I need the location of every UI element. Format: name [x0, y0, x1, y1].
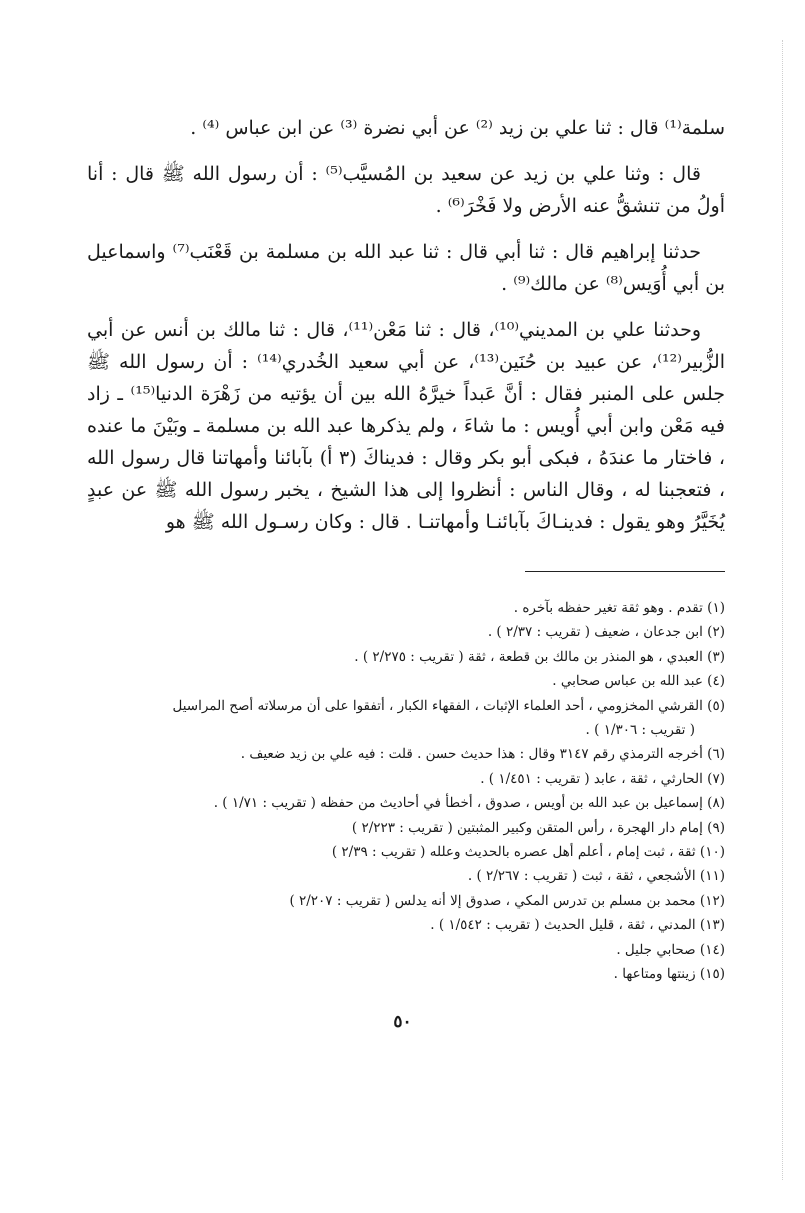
footnote-number: (٤)	[707, 673, 725, 690]
page-number: ٥٠	[393, 1012, 412, 1032]
footnote-14	[85, 938, 725, 962]
footnote-text: صحابي جليل .	[616, 941, 696, 958]
footnote-separator	[525, 571, 725, 572]
paragraph-3: حدثنا إبراهيم قال : ثنا أبي قال : ثنا عبد الله بن مسلمة بن قَعْنَب⁽⁷⁾ واسماعيل بن أبي أُوَيس⁽⁸⁾ عن مالك⁽⁹⁾ .	[87, 241, 725, 295]
footnote-3	[85, 645, 725, 669]
footnote-7	[85, 767, 725, 791]
footnote-number: (١١)	[699, 868, 725, 885]
footnote-2	[85, 620, 725, 644]
footnote-text: إمام دار الهجرة ، رأس المتقن وكبير المثبتين ( تقريب : ٢/٢٢٣ )	[351, 819, 703, 836]
paragraph-4: وحدثنا علي بن المديني⁽¹⁰⁾، قال : ثنا مَعْن⁽¹¹⁾، قال : ثنا مالك بن أنس عن أبي الزُّبير⁽¹²⁾، عن عبيد بن حُنَين⁽¹³⁾، عن أبي سعيد الخُدري⁽¹⁴⁾ : أن رسول الله ﷺ جلس على المنبر فقال : أنَّ عَبداً خيرَّهُ الله بين أن يؤتيه من زَهْرَة الدنيا⁽¹⁵⁾ ـ زاد فيه مَعْن وابن أبي أُويس : ما شاءَ ، ولم يذكرها عبد الله بن مسلمة ـ وبَيْنَ ما عنده ، فاختار ما عندَهُ ، فبكى أبو بكر وقال : فديناكَ (٣ أ) بآبائنا وأمهاتنا قال رسول الله ، فتعجبنا له ، وقال الناس : أنظروا إلى هذا الشيخ ، يخبر رسول الله ﷺ عن عبدٍ يُخَيَّرُ وهو يقول : فدينـاكَ بآبائنـا وأمهاتنـا . قال : وكان رسـول الله ﷺ هو	[87, 319, 725, 533]
footnote-text: زينتها ومتاعها .	[613, 966, 696, 983]
footnote-text: ثقة ، ثبت إمام ، أعلم أهل عصره بالحديث وعلله ( تقريب : ٢/٣٩ )	[331, 844, 696, 861]
footnote-text: إسماعيل بن عبد الله بن أويس ، صدوق ، أخطأ في أحاديث من حفظه ( تقريب : ١/٧١ ) .	[213, 795, 703, 812]
footnotes-list	[85, 596, 725, 987]
footnote-text: القرشي المخزومي ، أحد العلماء الإثبات ، الفقهاء الكبار ، أتفقوا على أن مرسلاته أصح المراسيل	[172, 697, 703, 714]
footnote-8	[85, 791, 725, 815]
footnote-text: الحارثي ، ثقة ، عابد ( تقريب : ١/٤٥١ ) .	[480, 770, 703, 787]
footnote-continuation: ( تقريب : ١/٣٠٦ ) .	[585, 722, 695, 739]
footnote-6	[85, 742, 725, 766]
footnote-text: عبد الله بن عباس صحابي .	[552, 673, 703, 690]
footnote-5	[85, 694, 725, 743]
footnote-number: (٥)	[707, 697, 725, 714]
footnote-number: (١٤)	[699, 941, 725, 958]
footnote-text: محمد بن مسلم بن تدرس المكي ، صدوق إلا أنه يدلس ( تقريب : ٢/٢٠٧ )	[289, 892, 696, 909]
footnote-number: (٨)	[707, 795, 725, 812]
footnote-number: (١)	[707, 600, 725, 616]
footnote-12	[85, 889, 725, 913]
footnote-text: الأشجعي ، ثقة ، ثبت ( تقريب : ٢/٢٦٧ ) .	[467, 868, 696, 885]
footnote-number: (٧)	[707, 770, 725, 787]
footnote-text: ابن جدعان ، ضعيف ( تقريب : ٢/٣٧ ) .	[487, 624, 703, 641]
main-text-body	[87, 112, 725, 552]
footnote-text: المدني ، ثقة ، قليل الحديث ( تقريب : ١/٥٤٢ ) .	[430, 917, 696, 934]
footnote-number: (١٠)	[699, 844, 725, 861]
footnote-4	[85, 669, 725, 693]
footnote-number: (٣)	[707, 648, 725, 665]
footnote-15	[85, 962, 725, 986]
footnote-11	[85, 864, 725, 888]
footnote-number: (٩)	[707, 819, 725, 836]
footnote-text: تقدم . وهو ثقة تغير حفظه بآخره .	[513, 600, 703, 616]
footnote-1	[85, 596, 725, 620]
footnote-10	[85, 840, 725, 864]
paragraph-2: قال : وثنا علي بن زيد عن سعيد بن المُسيَّب⁽⁵⁾ : أن رسول الله ﷺ قال : أنا أولُ من تنشقُّ عنه الأرض ولا فَخْرَ⁽⁶⁾ .	[87, 163, 725, 217]
footnote-13	[85, 913, 725, 937]
footnote-9	[85, 816, 725, 840]
footnote-number: (١٣)	[699, 917, 725, 934]
paragraph-1: سلمة⁽¹⁾ قال : ثنا علي بن زيد ⁽²⁾ عن أبي نضرة ⁽³⁾ عن ابن عباس ⁽⁴⁾ .	[190, 117, 725, 139]
footnote-number: (١٥)	[699, 966, 725, 983]
footnote-text: العبدي ، هو المنذر بن مالك بن قطعة ، ثقة ( تقريب : ٢/٢٧٥ ) .	[354, 648, 703, 665]
footnote-number: (١٢)	[699, 892, 725, 909]
footnote-text: أخرجه الترمذي رقم ٣١٤٧ وقال : هذا حديث حسن . قلت : فيه علي بن زيد ضعيف .	[240, 746, 703, 763]
scan-margin-line	[782, 40, 783, 1180]
footnote-number: (٢)	[707, 624, 725, 641]
footnote-number: (٦)	[707, 746, 725, 763]
